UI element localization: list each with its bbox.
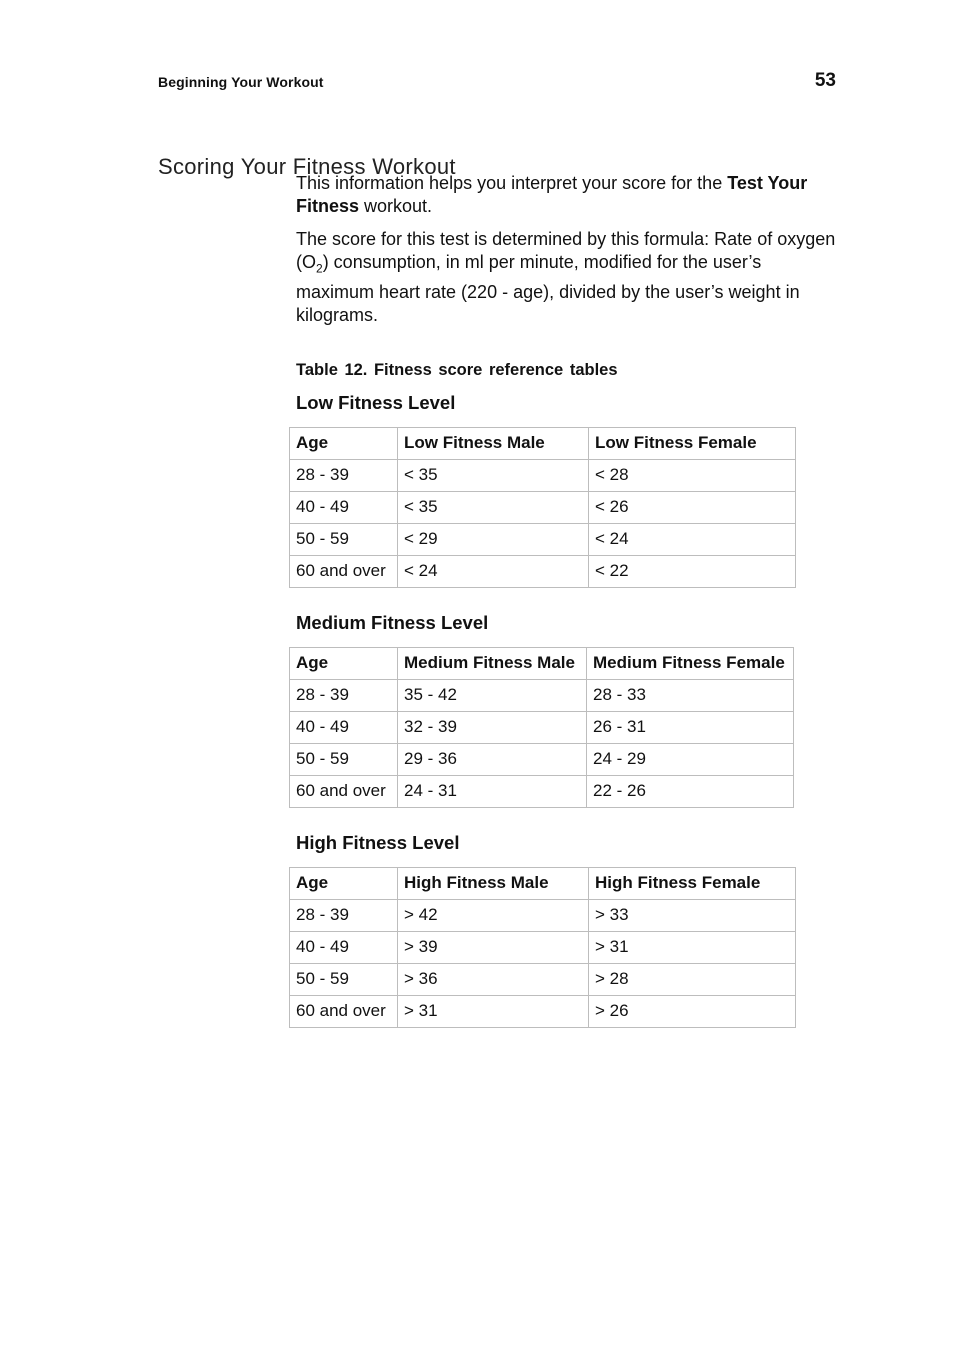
column-header: Age	[290, 647, 398, 679]
formula-subscript: 2	[316, 261, 323, 276]
table-cell: 29 - 36	[398, 743, 587, 775]
page-number: 53	[814, 70, 836, 91]
table-cell: 40 - 49	[290, 711, 398, 743]
column-header: Age	[290, 427, 398, 459]
table-cell: 28 - 39	[290, 899, 398, 931]
table-cell: > 36	[398, 963, 589, 995]
table-cell: < 24	[589, 523, 796, 555]
table-row	[290, 711, 794, 743]
table-cell: 35 - 42	[398, 679, 587, 711]
table-cell: 24 - 31	[398, 775, 587, 807]
table-row	[290, 743, 794, 775]
table-cell: 40 - 49	[290, 931, 398, 963]
intro-paragraph	[296, 172, 836, 218]
section-title: Scoring Your Fitness Workout	[158, 153, 456, 179]
running-header: Beginning Your Workout	[158, 74, 324, 90]
low-fitness-heading: Low Fitness Level	[296, 391, 456, 413]
intro-text-start: This information helps you interpret your score for the	[296, 173, 728, 193]
table-row	[290, 459, 796, 491]
formula-text-end: ) consumption, in ml per minute, modified for the user’s maximum heart rate (220 - age), divided by the user’s weight in kilograms.	[296, 252, 800, 325]
table-cell: 26 - 31	[587, 711, 794, 743]
medium-fitness-heading: Medium Fitness Level	[296, 611, 489, 633]
column-header: Low Fitness Male	[398, 427, 589, 459]
table-cell: 50 - 59	[290, 743, 398, 775]
table-cell: < 26	[589, 491, 796, 523]
medium-fitness-table	[289, 647, 794, 808]
table-cell: 28 - 39	[290, 459, 398, 491]
column-header: Low Fitness Female	[589, 427, 796, 459]
table-cell: 32 - 39	[398, 711, 587, 743]
table-cell: > 42	[398, 899, 589, 931]
column-header: Medium Fitness Male	[398, 647, 587, 679]
column-header: Age	[290, 867, 398, 899]
table-caption: Table 12. Fitness score reference tables	[296, 360, 618, 379]
high-fitness-heading: High Fitness Level	[296, 831, 460, 853]
table-cell: > 31	[589, 931, 796, 963]
table-cell: 60 and over	[290, 775, 398, 807]
table-row	[290, 995, 796, 1027]
table-cell: < 35	[398, 491, 589, 523]
workout-name: Test Your Fitness	[296, 173, 808, 216]
table-cell: > 39	[398, 931, 589, 963]
table-cell: 28 - 33	[587, 679, 794, 711]
table-cell: > 33	[589, 899, 796, 931]
table-header-row	[290, 867, 796, 899]
intro-text-end: workout.	[359, 196, 433, 216]
table-cell: > 26	[589, 995, 796, 1027]
high-fitness-table	[289, 867, 796, 1028]
table-row	[290, 775, 794, 807]
column-header: Medium Fitness Female	[587, 647, 794, 679]
table-row	[290, 963, 796, 995]
table-cell: 50 - 59	[290, 523, 398, 555]
column-header: High Fitness Male	[398, 867, 589, 899]
table-row	[290, 931, 796, 963]
table-cell: 60 and over	[290, 995, 398, 1027]
table-row	[290, 679, 794, 711]
table-cell: < 35	[398, 459, 589, 491]
table-cell: 40 - 49	[290, 491, 398, 523]
table-header-row	[290, 427, 796, 459]
table-cell: < 22	[589, 555, 796, 587]
table-cell: 24 - 29	[587, 743, 794, 775]
table-cell: > 31	[398, 995, 589, 1027]
column-header: High Fitness Female	[589, 867, 796, 899]
table-cell: 60 and over	[290, 555, 398, 587]
table-row	[290, 491, 796, 523]
formula-paragraph	[296, 228, 836, 327]
table-row	[290, 899, 796, 931]
table-cell: < 29	[398, 523, 589, 555]
table-cell: 22 - 26	[587, 775, 794, 807]
formula-text-start: The score for this test is determined by this formula: Rate of oxygen (O	[296, 229, 836, 272]
table-header-row	[290, 647, 794, 679]
table-cell: < 28	[589, 459, 796, 491]
table-cell: > 28	[589, 963, 796, 995]
table-cell: 28 - 39	[290, 679, 398, 711]
table-row	[290, 523, 796, 555]
table-row	[290, 555, 796, 587]
table-cell: 50 - 59	[290, 963, 398, 995]
content-body	[296, 172, 836, 1028]
low-fitness-table	[289, 427, 796, 588]
table-cell: < 24	[398, 555, 589, 587]
